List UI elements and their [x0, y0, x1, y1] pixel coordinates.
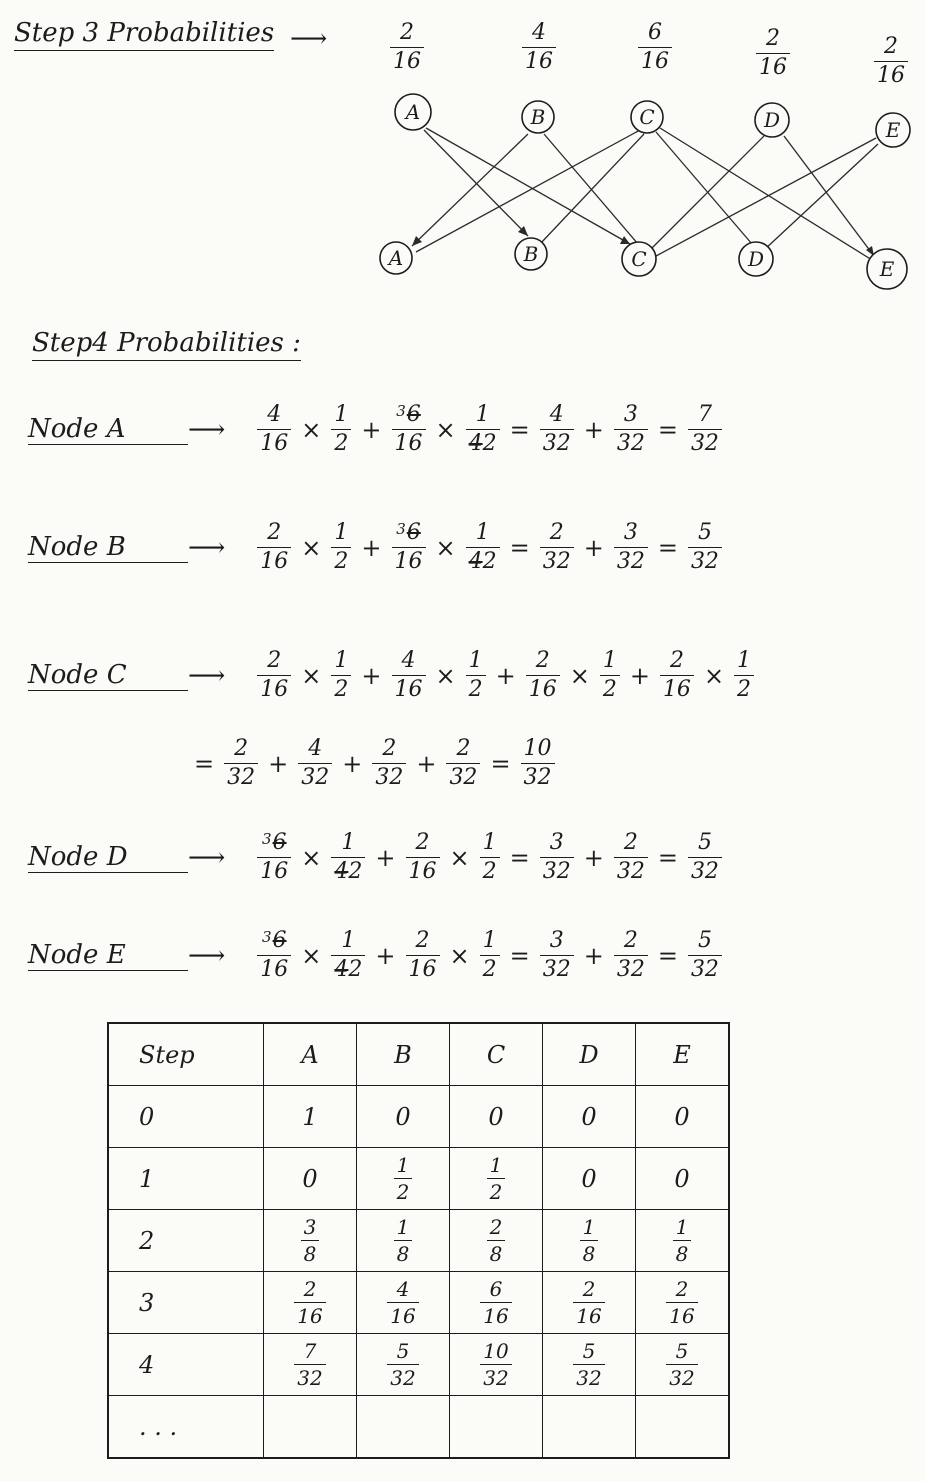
node-c-arrow: ⟶: [188, 660, 226, 691]
table-cell: 0: [636, 1086, 730, 1148]
node-c-equation: Node C ⟶ $\frac{2}{16}$ × $\frac{1}{2}$ + $\frac{4}{16}$ × $\frac{1}{2}$ + $\frac{2}{16}$ × $\frac{1}{2}$ + $\frac{2}{16}$ × $\frac{1}{2}$: [28, 650, 758, 701]
node-b-equation: Node B ⟶ $\frac{2}{16}$ × $\frac{1}{2}$ + $\frac{^36}{16}$ × $\frac{1}{42}$ = $\frac{2}{32}$ + $\frac{3}{32}$ = $\frac{5}{32}$: [28, 522, 726, 573]
node-b-arrow: ⟶: [188, 532, 226, 563]
table-cell-fraction: $\frac{1}{8}$: [394, 1217, 413, 1264]
table-cell: [636, 1210, 730, 1272]
prob-top-c: $\frac{6}{16}$: [634, 22, 676, 73]
table-row: [108, 1272, 729, 1334]
prob-top-d: $\frac{2}{16}$: [752, 28, 794, 79]
node-bottom-c-label: C: [631, 247, 647, 271]
table-cell: [543, 1334, 636, 1396]
node-top-e-label: E: [885, 118, 901, 142]
table-step-cell: 0: [108, 1086, 264, 1148]
node-c-label: Node C: [28, 660, 188, 691]
table-cell: 0: [543, 1086, 636, 1148]
node-d-equation: Node D ⟶ $\frac{^36}{16}$ × $\frac{1}{42}$ + $\frac{2}{16}$ × $\frac{1}{2}$ = $\frac{3}{32}$ + $\frac{2}{32}$ = $\frac{5}{32}$: [28, 832, 726, 883]
table-row: [108, 1210, 729, 1272]
table-cell: [264, 1396, 357, 1459]
probability-table: [107, 1022, 730, 1459]
table-cell-fraction: $\frac{5}{32}$: [666, 1341, 697, 1388]
table-cell: 1: [264, 1086, 357, 1148]
node-e-label: Node E: [28, 940, 188, 971]
prob-top-a: $\frac{2}{16}$: [386, 22, 428, 73]
table-step-cell: 1: [108, 1148, 264, 1210]
prob-top-e: $\frac{2}{16}$: [870, 36, 912, 87]
table-cell-fraction: $\frac{2}{16}$: [666, 1279, 697, 1326]
node-bottom-d-label: D: [747, 247, 765, 271]
node-top-c-label: C: [639, 105, 655, 129]
table-cell: [357, 1272, 450, 1334]
table-cell: [357, 1396, 450, 1459]
node-bottom-e-label: E: [879, 257, 895, 281]
table-row: [108, 1086, 729, 1148]
table-cell-fraction: $\frac{1}{2}$: [487, 1155, 506, 1202]
table-cell-fraction: $\frac{1}{8}$: [673, 1217, 692, 1264]
table-cell: 0: [450, 1086, 543, 1148]
table-cell-fraction: $\frac{2}{8}$: [487, 1217, 506, 1264]
table-cell: [543, 1272, 636, 1334]
table-step-cell: 4: [108, 1334, 264, 1396]
table-step-cell: 3: [108, 1272, 264, 1334]
step4-title: Step4 Probabilities :: [32, 328, 301, 361]
table-cell: [357, 1210, 450, 1272]
table-cell: [450, 1210, 543, 1272]
node-top-b-label: B: [530, 105, 546, 129]
table-cell-fraction: $\frac{4}{16}$: [387, 1279, 418, 1326]
table-cell: 0: [636, 1148, 730, 1210]
node-d-label: Node D: [28, 842, 188, 873]
table-cell: [264, 1210, 357, 1272]
table-row: [108, 1334, 729, 1396]
table-cell: [357, 1148, 450, 1210]
node-a-arrow: ⟶: [188, 414, 226, 445]
table-header-cell: C: [450, 1023, 543, 1086]
node-a-label: Node A: [28, 414, 188, 445]
node-b-label: Node B: [28, 532, 188, 563]
step3-arrow: ⟶: [290, 24, 328, 54]
node-top-d-label: D: [763, 108, 781, 132]
node-bottom-b-label: B: [523, 242, 539, 266]
table-header-cell: Step: [108, 1023, 264, 1086]
table-cell: [636, 1334, 730, 1396]
table-header-cell: E: [636, 1023, 730, 1086]
table-cell: [450, 1148, 543, 1210]
transition-graph: [0, 0, 925, 300]
table-cell: [264, 1334, 357, 1396]
table-header-cell: D: [543, 1023, 636, 1086]
table-cell: [636, 1396, 730, 1459]
table-cell-fraction: $\frac{5}{32}$: [387, 1341, 418, 1388]
table-cell: [543, 1210, 636, 1272]
table-cell: [264, 1272, 357, 1334]
table-cell-fraction: $\frac{7}{32}$: [294, 1341, 325, 1388]
table-cell-fraction: $\frac{1}{2}$: [394, 1155, 413, 1202]
node-e-arrow: ⟶: [188, 940, 226, 971]
node-c-equation-continued: = $\frac{2}{32}$ + $\frac{4}{32}$ + $\frac{2}{32}$ + $\frac{2}{32}$ = $\frac{10}{32}$: [188, 738, 559, 789]
table-cell: [357, 1334, 450, 1396]
step3-title: Step 3 Probabilities: [14, 18, 274, 51]
table-cell: [543, 1396, 636, 1459]
node-e-equation: Node E ⟶ $\frac{^36}{16}$ × $\frac{1}{42}$ + $\frac{2}{16}$ × $\frac{1}{2}$ = $\frac{3}{32}$ + $\frac{2}{32}$ = $\frac{5}{32}$: [28, 930, 726, 981]
node-top-a-label: A: [405, 100, 421, 124]
table-cell-fraction: $\frac{1}{8}$: [580, 1217, 599, 1264]
table-cell: [450, 1272, 543, 1334]
table-cell-fraction: $\frac{5}{32}$: [573, 1341, 604, 1388]
table-cell-fraction: $\frac{3}{8}$: [301, 1217, 320, 1264]
table-header-cell: B: [357, 1023, 450, 1086]
table-cell: 0: [543, 1148, 636, 1210]
table-row: [108, 1396, 729, 1459]
node-d-arrow: ⟶: [188, 842, 226, 873]
table-step-cell: 2: [108, 1210, 264, 1272]
node-bottom-a-label: A: [388, 246, 404, 270]
node-a-equation: Node A ⟶ $\frac{4}{16}$ × $\frac{1}{2}$ + $\frac{^36}{16}$ × $\frac{1}{42}$ = $\frac{4}{32}$ + $\frac{3}{32}$ = $\frac{7}{32}$: [28, 404, 726, 455]
table-cell-fraction: $\frac{10}{32}$: [480, 1341, 511, 1388]
table-row: [108, 1148, 729, 1210]
table-cell: 0: [357, 1086, 450, 1148]
table-cell: 0: [264, 1148, 357, 1210]
table-header-row: [108, 1023, 729, 1086]
table-cell: [450, 1396, 543, 1459]
table-cell-fraction: $\frac{6}{16}$: [480, 1279, 511, 1326]
table-header-cell: A: [264, 1023, 357, 1086]
table-cell: [636, 1272, 730, 1334]
table-cell: [450, 1334, 543, 1396]
table-step-cell: . . .: [108, 1396, 264, 1459]
prob-top-b: $\frac{4}{16}$: [518, 22, 560, 73]
table-cell-fraction: $\frac{2}{16}$: [294, 1279, 325, 1326]
table-cell-fraction: $\frac{2}{16}$: [573, 1279, 604, 1326]
